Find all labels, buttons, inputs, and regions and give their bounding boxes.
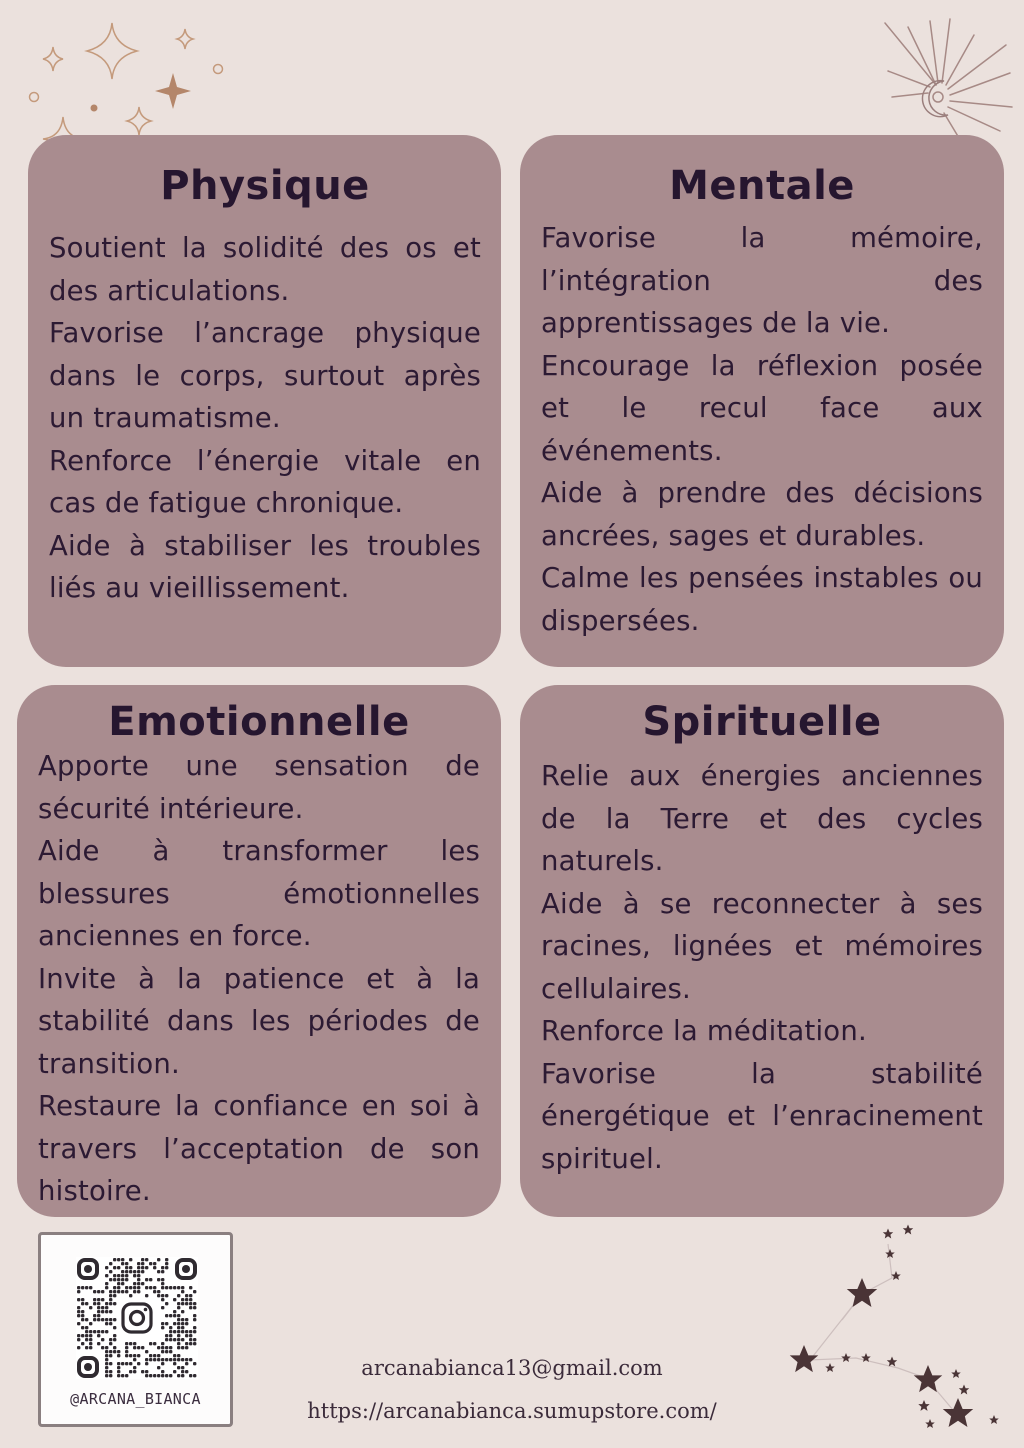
card-title: Spirituelle (642, 699, 882, 745)
card-title: Physique (160, 163, 370, 209)
card-item: Favorise la stabilité énergétique et l’enracinement spirituel. (541, 1057, 983, 1175)
card-item: Soutient la solidité des os et des articulations. (49, 232, 481, 307)
card-item: Invite à la patience et à la stabilité dans les périodes de transition. (38, 962, 480, 1080)
card-item: Aide à prendre des décisions ancrées, sages et durables. (541, 477, 983, 552)
card-item: Aide à se reconnecter à ses racines, lignées et mémoires cellulaires. (541, 887, 983, 1005)
card-item: Aide à stabiliser les troubles liés au vieillissement. (49, 529, 481, 604)
card-spirituelle (520, 685, 1004, 1217)
card-item: Favorise la mémoire, l’intégration des apprentissages de la vie. (541, 222, 983, 339)
card-physique (28, 135, 501, 667)
card-item: Aide à transformer les blessures émotionnelles anciennes en force. (38, 835, 480, 952)
card-item: Renforce la méditation. (541, 1015, 867, 1047)
card-title: Mentale (669, 163, 855, 209)
email-link[interactable]: arcanabianca13@gmail.com (361, 1356, 663, 1380)
instagram-icon (120, 1301, 154, 1335)
card-mentale (520, 135, 1004, 667)
card-item: Favorise l’ancrage physique dans le corps, surtout après un traumatisme. (49, 317, 481, 434)
card-title: Emotionnelle (108, 699, 410, 745)
card-item: Apporte une sensation de sécurité intérieure. (38, 750, 480, 825)
website-link[interactable]: https://arcanabianca.sumupstore.com/ (307, 1399, 717, 1423)
card-item: Restaure la confiance en soi à travers l’acceptation de son histoire. (38, 1090, 480, 1207)
constellation-icon (780, 1220, 1005, 1440)
card-item: Relie aux énergies anciennes de la Terre et des cycles naturels. (541, 760, 983, 877)
instagram-qr-card[interactable] (38, 1232, 233, 1427)
card-item: Calme les pensées instables ou dispersées. (541, 562, 983, 637)
card-emotionnelle (17, 685, 501, 1217)
instagram-handle[interactable]: @ARCANA_BIANCA (70, 1390, 201, 1408)
card-item: Renforce l’énergie vitale en cas de fatigue chronique. (49, 444, 481, 519)
card-item: Encourage la réflexion posée et le recul face aux événements. (541, 349, 983, 467)
